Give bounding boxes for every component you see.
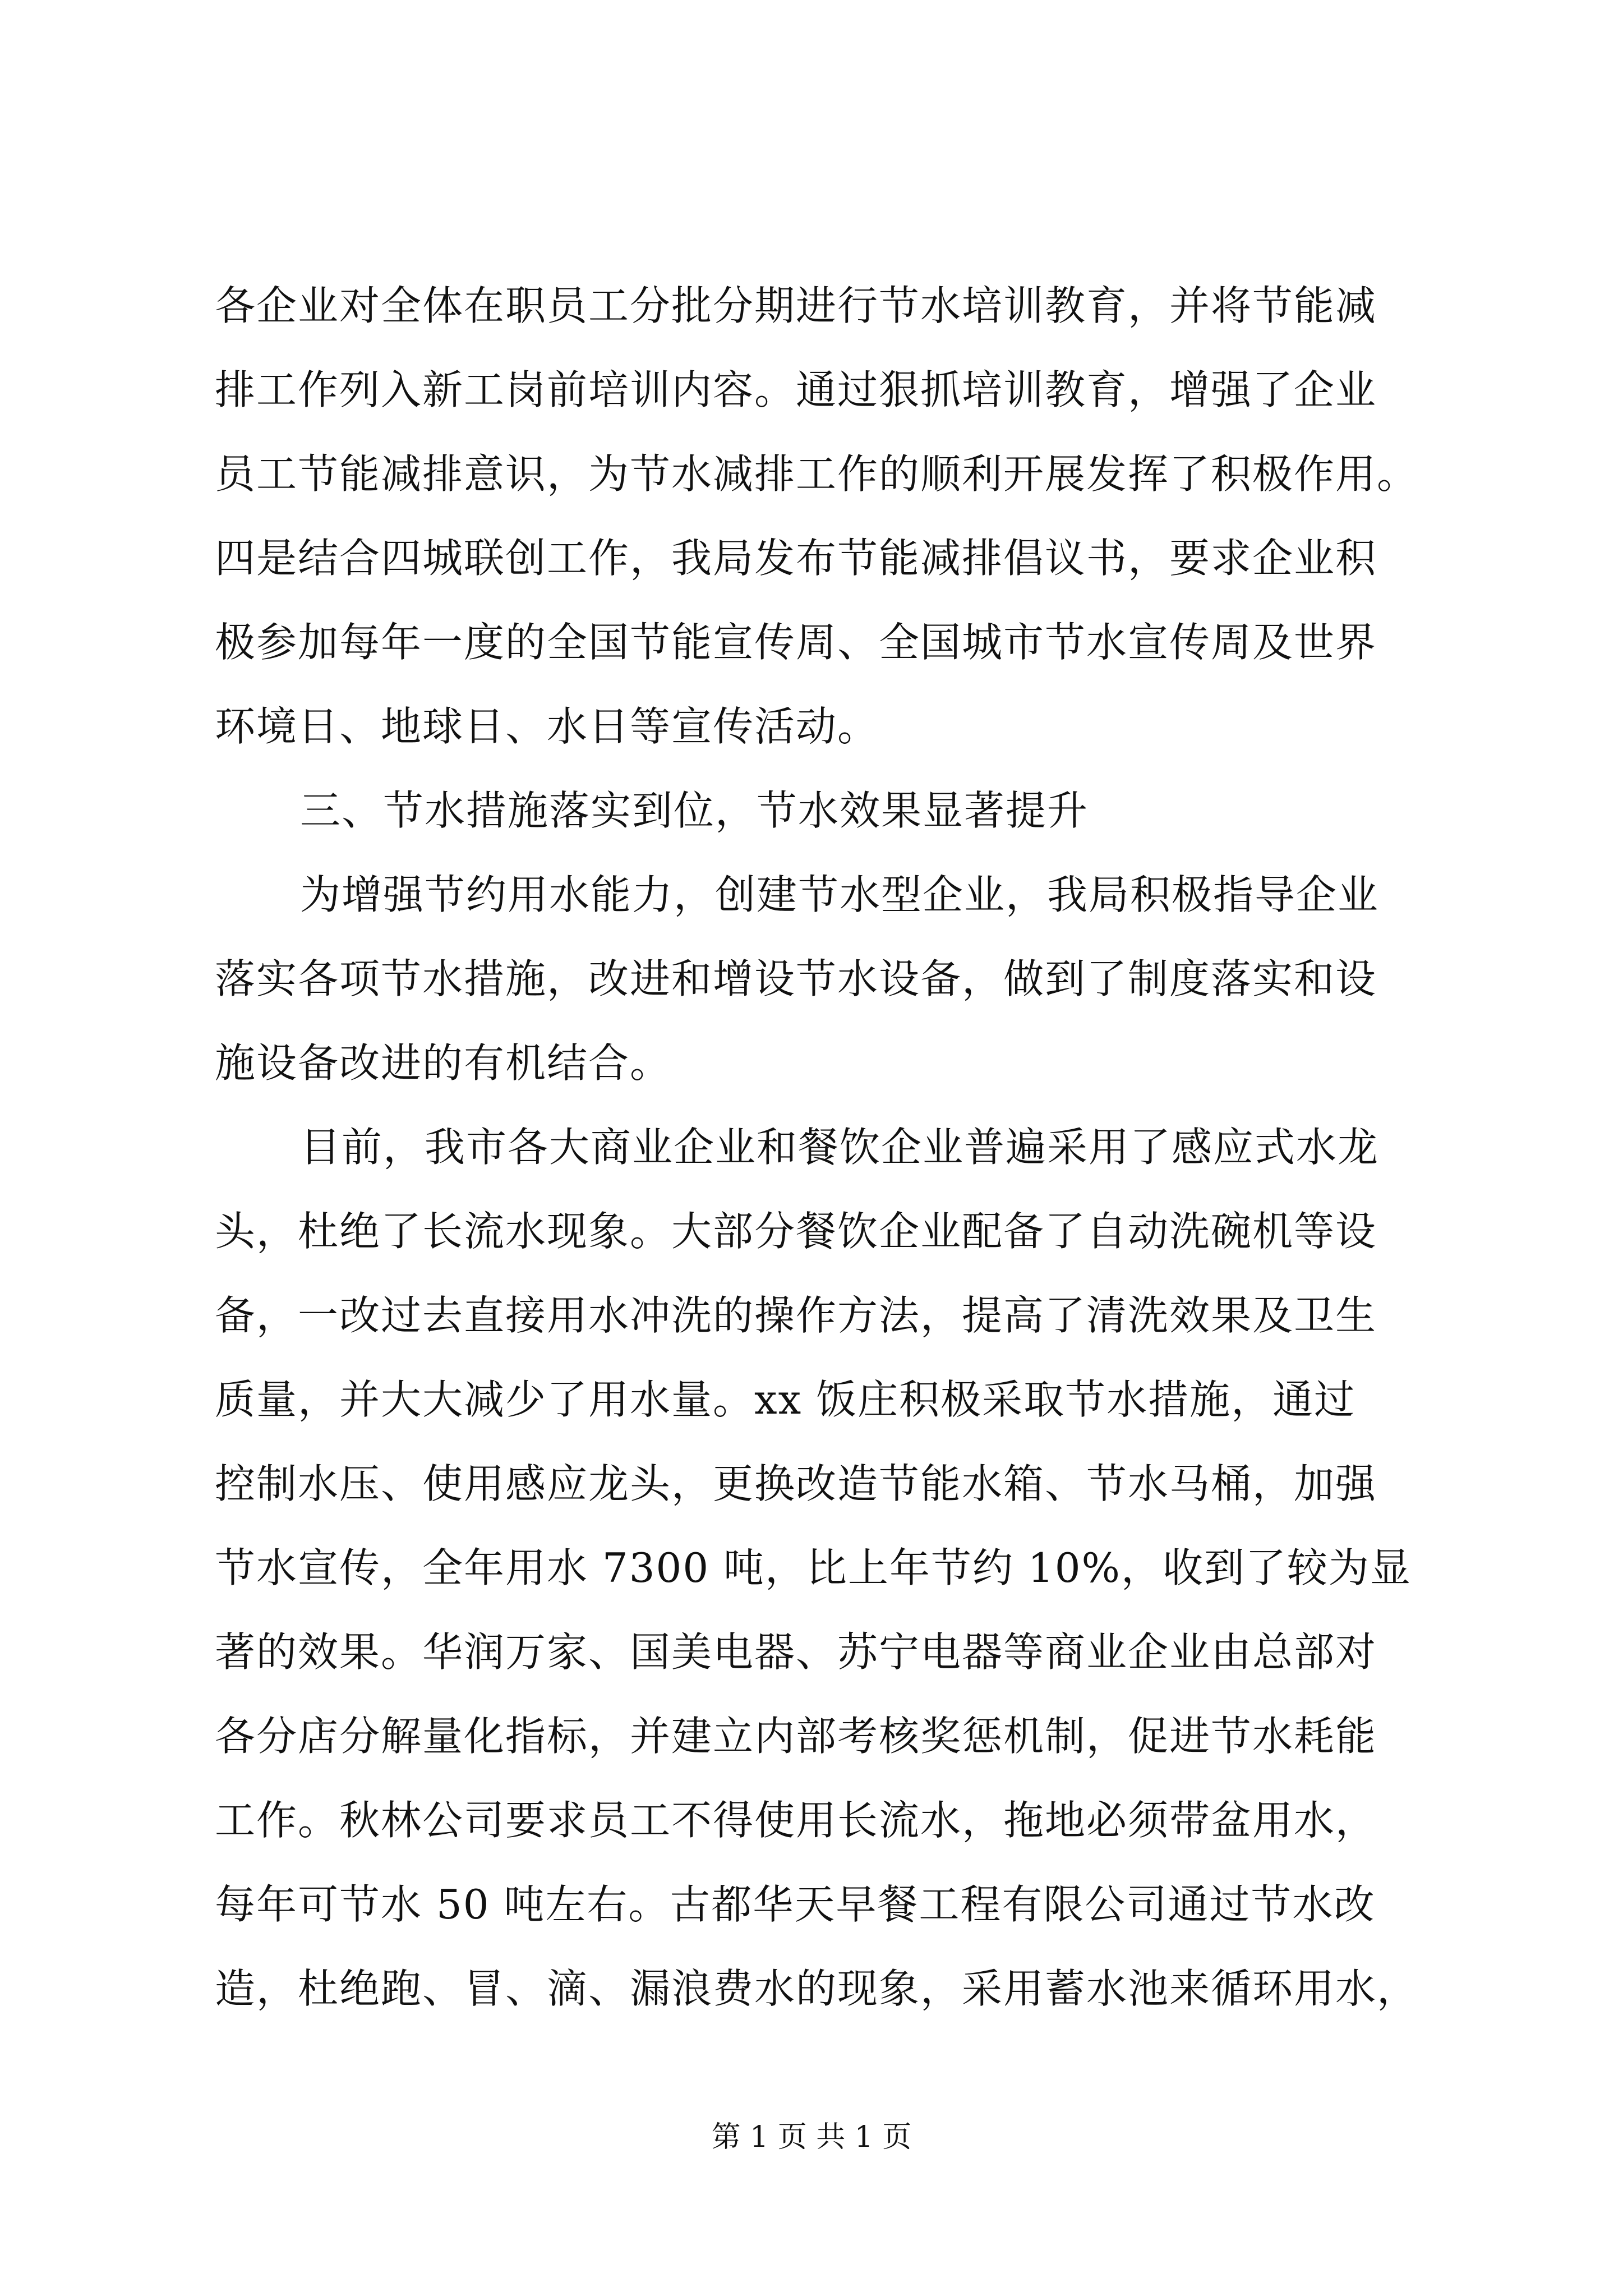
text-line: 质量，并大大减少了用水量。xx 饭庄积极采取节水措施，通过 (215, 1376, 1356, 1423)
text-line: 控制水压、使用感应龙头，更换改造节能水箱、节水马桶，加强 (215, 1460, 1377, 1507)
text-line: 施设备改进的有机结合。 (215, 1039, 672, 1087)
text-line: 员工节能减排意识，为节水减排工作的顺利开展发挥了积极作用。 (215, 450, 1419, 498)
text-line: 节水宣传，全年用水 7300 吨，比上年节约 10%，收到了较为显 (215, 1544, 1412, 1591)
text-line: 四是结合四城联创工作，我局发布节能减排倡议书，要求企业积 (215, 535, 1377, 582)
text-line: 各企业对全体在职员工分批分期进行节水培训教育，并将节能减 (215, 282, 1377, 329)
text-line: 落实各项节水措施，改进和增设节水设备，做到了制度落实和设 (215, 955, 1377, 1002)
text-line: 环境日、地球日、水日等宣传活动。 (215, 703, 879, 750)
text-line: 极参加每年一度的全国节能宣传周、全国城市节水宣传周及世界 (215, 619, 1377, 666)
body-text (215, 264, 1449, 2031)
text-line: 为增强节约用水能力，创建节水型企业，我局积极指导企业 (300, 871, 1380, 918)
text-line: 排工作列入新工岗前培训内容。通过狠抓培训教育，增强了企业 (215, 366, 1377, 413)
text-line: 造，杜绝跑、冒、滴、漏浪费水的现象，采用蓄水池来循环用水， (215, 1965, 1419, 2012)
text-line: 著的效果。华润万家、国美电器、苏宁电器等商业企业由总部对 (215, 1628, 1377, 1676)
text-line: 目前，我市各大商业企业和餐饮企业普遍采用了感应式水龙 (300, 1124, 1380, 1171)
text-line: 各分店分解量化指标，并建立内部考核奖惩机制，促进节水耗能 (215, 1713, 1377, 1760)
text-line: 备，一改过去直接用水冲洗的操作方法，提高了清洗效果及卫生 (215, 1292, 1377, 1339)
text-line: 头，杜绝了长流水现象。大部分餐饮企业配备了自动洗碗机等设 (215, 1208, 1377, 1255)
text-line: 工作。秋林公司要求员工不得使用长流水，拖地必须带盆用水， (215, 1797, 1377, 1844)
section-heading: 三、节水措施落实到位，节水效果显著提升 (300, 787, 1089, 834)
text-line: 每年可节水 50 吨左右。古都华天早餐工程有限公司通过节水改 (215, 1881, 1376, 1928)
page-footer: 第 1 页 共 1 页 (711, 2120, 912, 2154)
